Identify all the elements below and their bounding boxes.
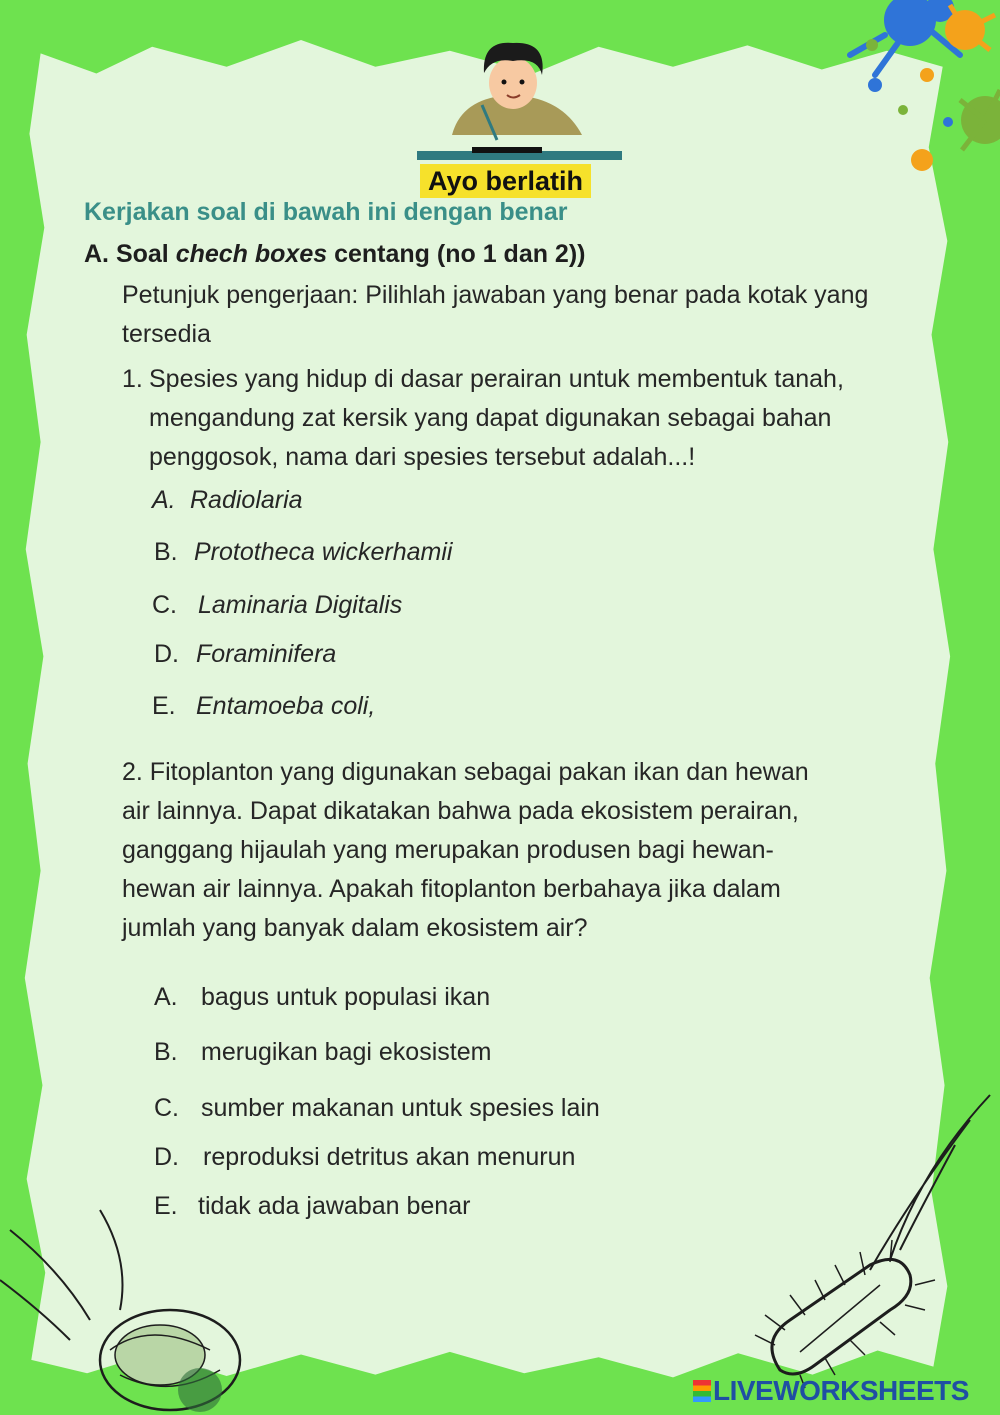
q2-option-b[interactable]: B. merugikan bagi ekosistem: [154, 1038, 492, 1066]
q1-option-d[interactable]: D. Foraminifera: [154, 640, 337, 668]
q2-option-a[interactable]: A. bagus untuk populasi ikan: [154, 983, 491, 1011]
practice-badge: Ayo berlatih: [420, 164, 591, 198]
question-1-text: 1. Spesies yang hidup di dasar perairan untuk membentuk tanah, mengandung zat kersik yang dapat digunakan sebagai bahan penggosok, nama dari spesies tersebut adalah...!: [122, 365, 844, 471]
question-2-text: 2. Fitoplanton yang digunakan sebagai pakan ikan dan hewan air lainnya. Dapat dikatakan bahwa pada ekosistem perairan, ganggang hijaulah yang merupakan produsen bagi hewan- hewan air lainnya. Apakah fitoplanton berbahaya jika dalam jumlah yang banyak dalam ekosistem air?: [122, 758, 809, 942]
student-writing-icon: [412, 35, 624, 165]
protozoa-sketch-icon: [0, 1200, 260, 1415]
q1-option-a[interactable]: A. Radiolaria: [152, 486, 303, 514]
q2-option-d[interactable]: D. reproduksi detritus akan menurun: [154, 1143, 576, 1171]
directions-text: Petunjuk pengerjaan: Pilihlah jawaban yang benar pada kotak yang tersedia: [122, 281, 869, 348]
q2-option-e[interactable]: E. tidak ada jawaban benar: [154, 1192, 471, 1220]
section-a-heading: A. Soal chech boxes centang (no 1 dan 2)): [84, 240, 586, 268]
liveworksheets-logo-icon: [693, 1380, 711, 1402]
q1-option-e[interactable]: E. Entamoeba coli,: [152, 692, 376, 720]
q1-option-b[interactable]: B. Prototheca wickerhamii: [154, 538, 453, 566]
instruction-heading: Kerjakan soal di bawah ini dengan benar: [84, 198, 568, 226]
bacterium-sketch-icon: [720, 1090, 1000, 1390]
paint-splash-icon: [790, 0, 1000, 200]
liveworksheets-logo: LIVEWORKSHEETS: [693, 1375, 969, 1407]
q2-option-c[interactable]: C. sumber makanan untuk spesies lain: [154, 1094, 600, 1122]
q1-option-c[interactable]: C. Laminaria Digitalis: [152, 591, 403, 619]
